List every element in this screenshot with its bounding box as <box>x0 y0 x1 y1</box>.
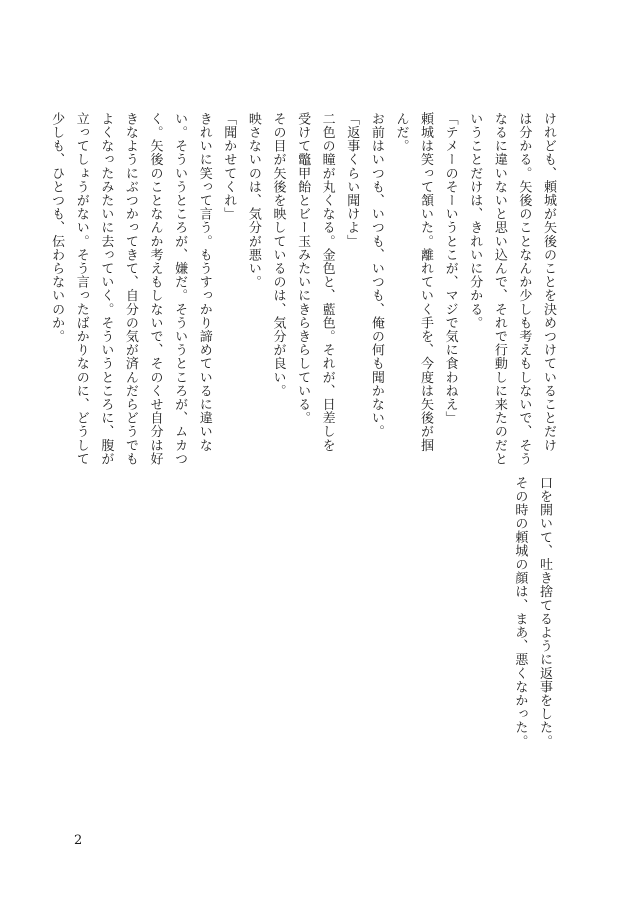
text-line: んだ。 <box>393 112 409 153</box>
text-line: 少しも、ひとつも、伝わらないのか。 <box>49 112 65 344</box>
text-line: は分かる。矢後のことなんか少しも考えもしないで、そう <box>516 112 532 466</box>
text-line: 受けて鼈甲飴とビー玉みたいにきらきらしている。 <box>295 112 311 425</box>
text-line: きなようにぶつかってきて、自分の気が済んだらどうでも <box>122 112 138 466</box>
text-line: い。そういうところが、嫌だ。そういうところが、ムカつ <box>172 112 188 466</box>
text-line: 口を開いて、吐き捨てるように返事をした。 <box>537 476 552 748</box>
text-line: 頼城は笑って頷いた。離れていく手を、今度は矢後が掴 <box>418 112 434 452</box>
text-line: けれども、頼城が矢後のことを決めつけていることだけ <box>541 112 556 452</box>
text-line: 映さないのは、気分が悪い。 <box>245 112 261 289</box>
text-line: その時の頼城の顔は、まあ、悪くなかった。 <box>512 476 528 748</box>
text-line: なるに違いないと思い込んで、それで行動しに来たのだと <box>491 112 507 466</box>
text-line: よくなったみたいに去っていく。そういうところに、腹が <box>98 112 114 466</box>
text-line: いうことだけは、きれいに分かる。 <box>467 112 483 330</box>
text-line: 「テメーのそーいうとこが、マジで気に食わねえ」 <box>442 112 458 425</box>
upper-text-block <box>44 112 560 466</box>
text-line: 二色の瞳が丸くなる。金色と、藍色。それが、日差しを <box>319 112 335 452</box>
text-line: きれいに笑って言う。もうすっかり諦めているに違いな <box>196 112 212 452</box>
text-line: 立ってしょうがない。そう言ったばかりなのに、どうして <box>73 112 89 466</box>
lower-text-block <box>507 476 556 766</box>
text-line: お前はいつも、いつも、いつも、俺の何も聞かない。 <box>368 112 384 439</box>
text-line: く。矢後のことなんか考えもしないで、そのくせ自分は好 <box>147 112 163 466</box>
text-line: その目が矢後を映しているのは、気分が良い。 <box>270 112 286 398</box>
page-number: 2 <box>74 833 83 848</box>
text-line: 「聞かせてくれ」 <box>221 112 237 221</box>
text-line: 「返事くらい聞けよ」 <box>344 112 360 248</box>
